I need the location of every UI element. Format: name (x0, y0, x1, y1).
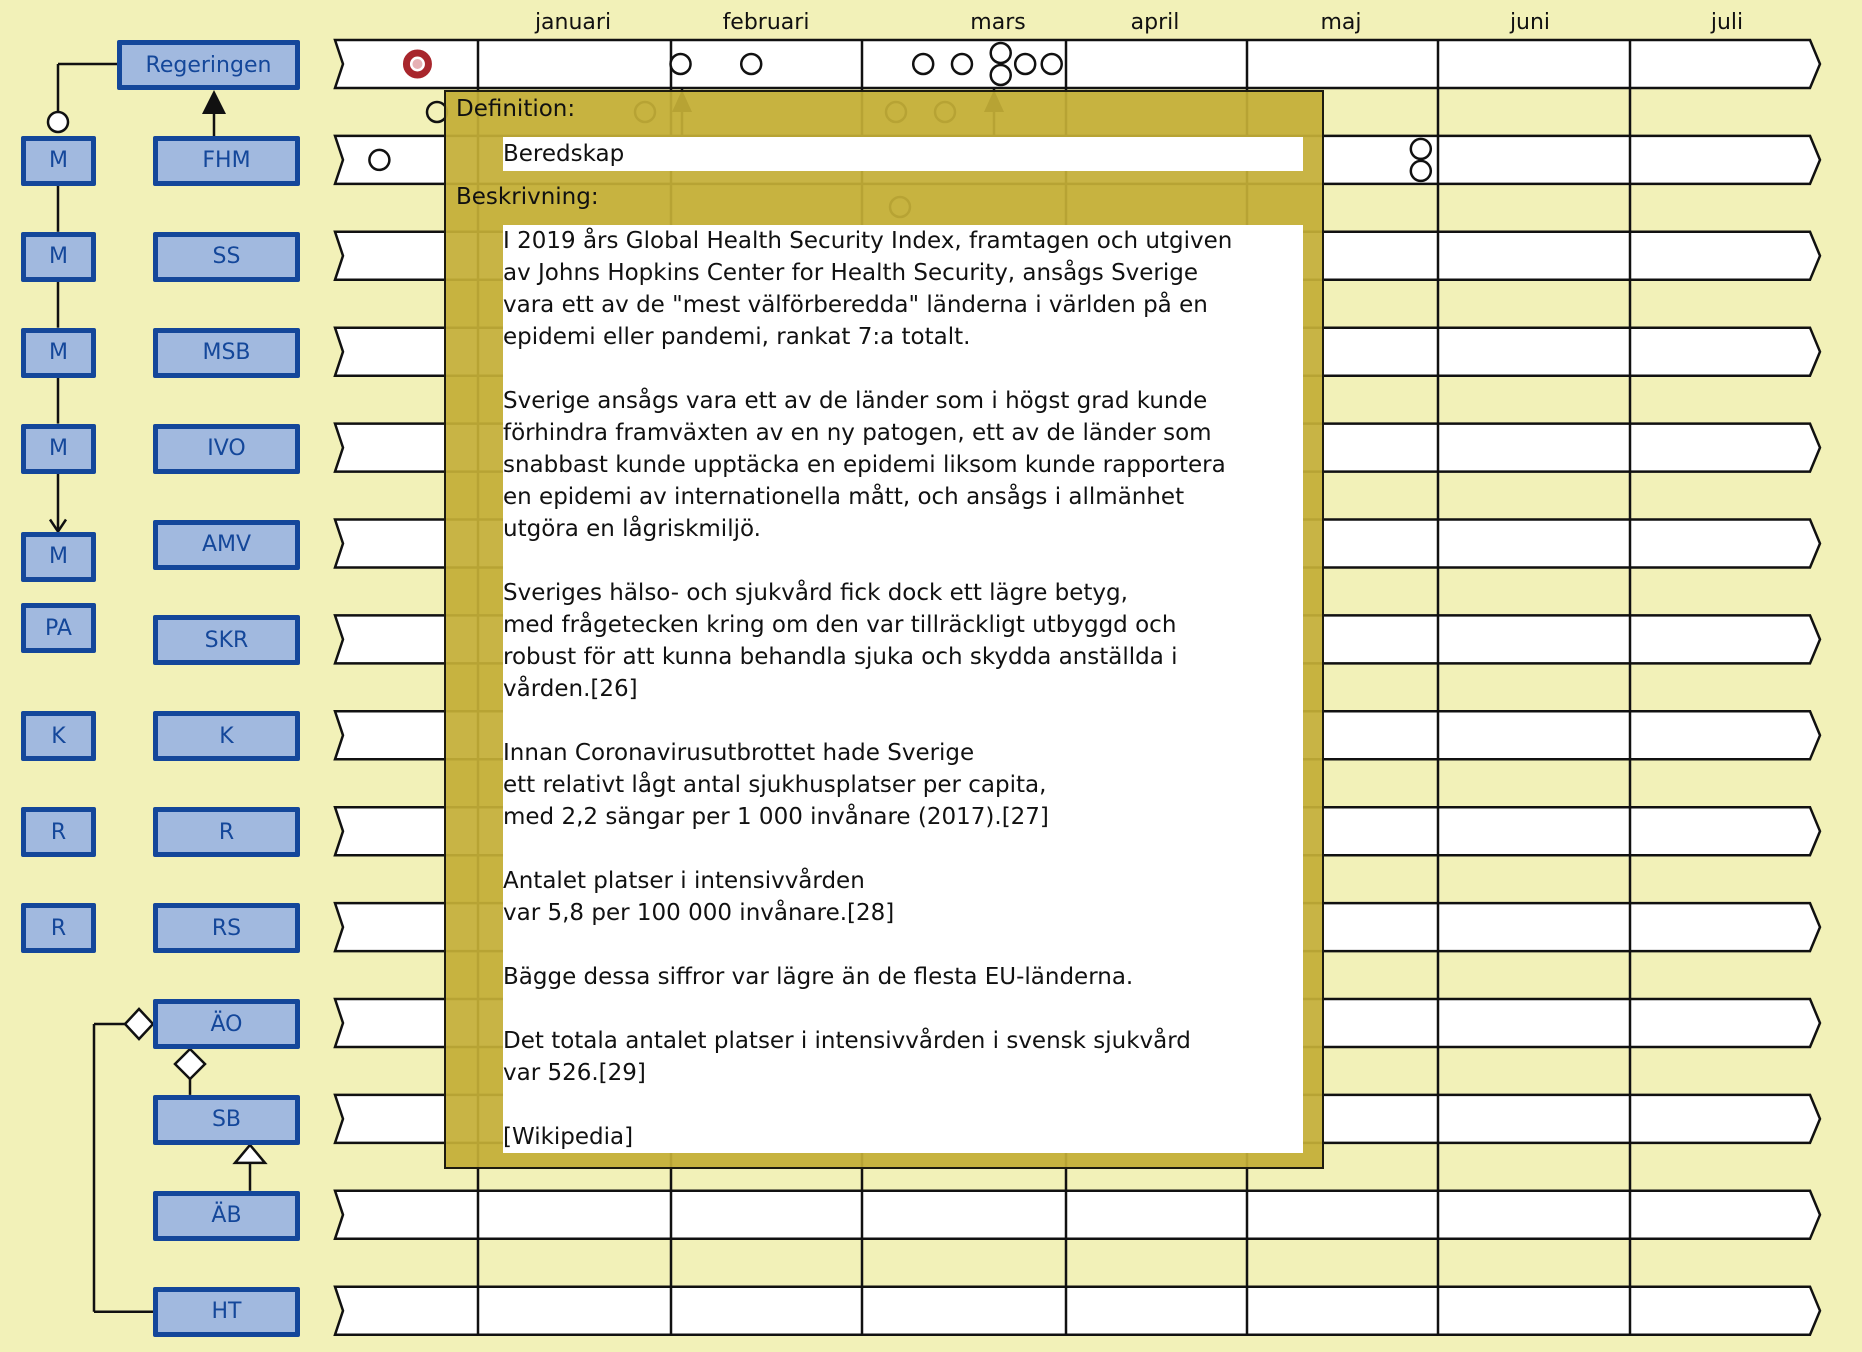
event-circle-icon (991, 65, 1011, 85)
node-fhm[interactable]: FHM (153, 136, 300, 186)
node-k[interactable]: K (153, 711, 300, 761)
description-paragraph: Sveriges hälso- och sjukvård fick dock ett lägre betyg, med frågetecken kring om den var tillräckligt utbyggd och robust för att kunna behandla sjuka och skydda anställda i vården.[26] (503, 580, 1178, 702)
node-skr[interactable]: SKR (153, 615, 300, 665)
node-left-m[interactable]: M (21, 424, 96, 474)
node-left-r[interactable]: R (21, 903, 96, 953)
node-äo[interactable]: ÄO (153, 999, 300, 1049)
aggregation-diamond-icon (175, 1049, 205, 1079)
event-circle-icon (991, 43, 1011, 63)
node-ivo[interactable]: IVO (153, 424, 300, 474)
node-amv[interactable]: AMV (153, 520, 300, 570)
node-left-m[interactable]: M (21, 328, 96, 378)
timeline-row (335, 40, 1820, 88)
node-left-pa[interactable]: PA (21, 603, 96, 653)
description-paragraph: [Wikipedia] (503, 1124, 634, 1150)
node-left-m[interactable]: M (21, 232, 96, 282)
node-ht[interactable]: HT (153, 1287, 300, 1337)
node-left-m[interactable]: M (21, 136, 96, 186)
definition-field[interactable]: Beredskap (503, 137, 1303, 171)
node-äb[interactable]: ÄB (153, 1191, 300, 1241)
aggregation-diamond-icon (125, 1009, 153, 1039)
month-label: januari (534, 10, 612, 35)
node-left-m[interactable]: M (21, 532, 96, 582)
event-circle-icon (741, 54, 761, 74)
definition-popup (444, 90, 1324, 1169)
event-circle-icon (1411, 161, 1431, 181)
description-paragraph: I 2019 års Global Health Security Index, framtagen och utgiven av Johns Hopkins Center for Health Security, ansågs Sverige vara ett av de "mest välförberedda" länderna i världen på en epidemi eller pandemi, rankat 7:a totalt. (503, 228, 1233, 350)
description-paragraph: Innan Coronavirusutbrottet hade Sverige ett relativt lågt antal sjukhusplatser per capita, med 2,2 sängar per 1 000 invånare (2017).[27] (503, 740, 1049, 830)
event-circle-icon (1015, 54, 1035, 74)
description-paragraph: Sverige ansågs vara ett av de länder som i högst grad kunde förhindra framväxten av en ny patogen, ett av de länder som snabbast kunde upptäcka en epidemi liksom kunde rapportera en epidemi av internationella mått, och ansågs i allmänhet utgöra en lågriskmiljö. (503, 388, 1226, 542)
month-label: maj (1320, 10, 1362, 35)
event-circle-icon (952, 54, 972, 74)
node-r[interactable]: R (153, 807, 300, 857)
node-regeringen[interactable]: Regeringen (117, 40, 300, 90)
node-left-k[interactable]: K (21, 711, 96, 761)
event-circle-icon (913, 54, 933, 74)
arrow-up-icon (202, 90, 226, 114)
selected-event-center (412, 59, 422, 69)
event-circle-icon (369, 150, 389, 170)
description-paragraph: Antalet platser i intensivvården var 5,8 per 100 000 invånare.[28] (503, 868, 895, 926)
month-label: mars (970, 10, 1026, 35)
event-circle-icon (1411, 139, 1431, 159)
month-label: februari (722, 10, 810, 35)
month-label: april (1130, 10, 1180, 35)
month-label: juli (1710, 10, 1744, 35)
node-left-r[interactable]: R (21, 807, 96, 857)
event-circle-icon (671, 54, 691, 74)
timeline-row (335, 1191, 1820, 1239)
inheritance-triangle-icon (235, 1145, 265, 1163)
definition-label: Definition: (456, 96, 576, 122)
month-label: juni (1509, 10, 1551, 35)
node-msb[interactable]: MSB (153, 328, 300, 378)
description-paragraph: Det totala antalet platser i intensivvården i svensk sjukvård var 526.[29] (503, 1028, 1191, 1086)
description-label: Beskrivning: (456, 184, 599, 210)
node-ss[interactable]: SS (153, 232, 300, 282)
event-circle-icon (1042, 54, 1062, 74)
connector-circle-icon (48, 112, 68, 132)
description-field[interactable] (503, 225, 1303, 1153)
timeline-row (335, 1287, 1820, 1335)
node-rs[interactable]: RS (153, 903, 300, 953)
description-paragraph: Bägge dessa siffror var lägre än de flesta EU-länderna. (503, 964, 1134, 990)
node-sb[interactable]: SB (153, 1095, 300, 1145)
